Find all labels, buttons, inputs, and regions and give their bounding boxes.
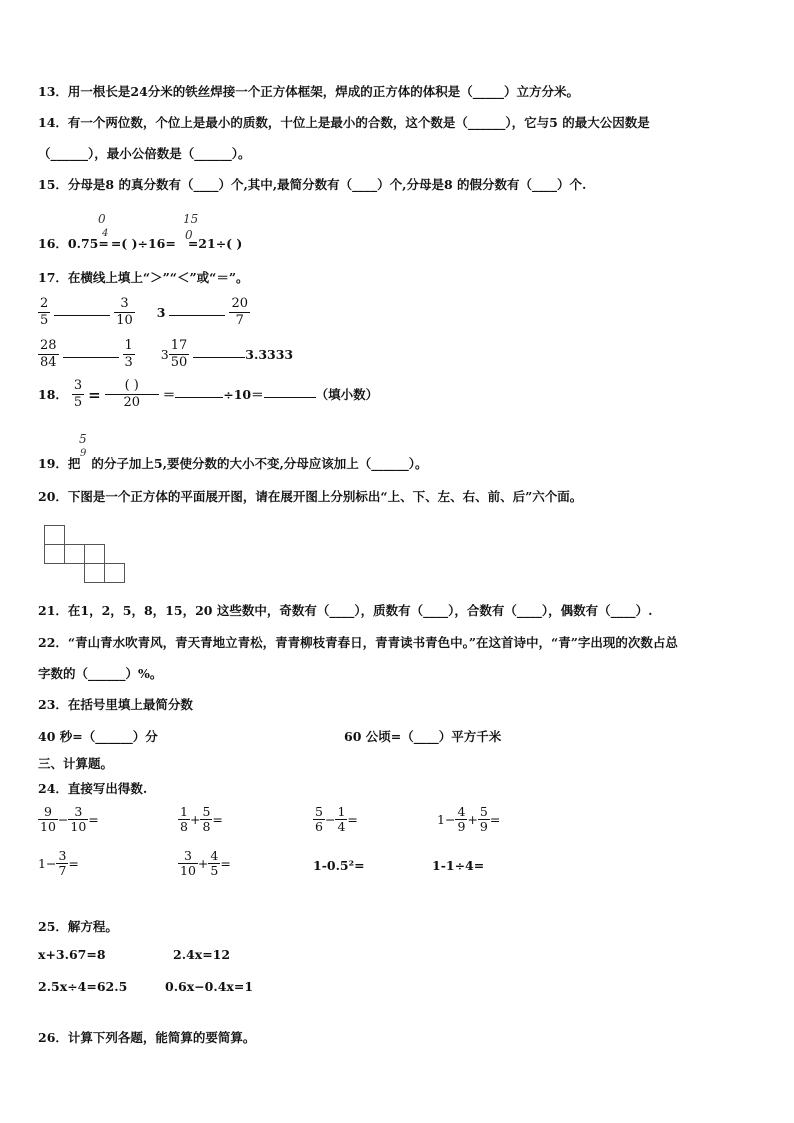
numerator: 3 [58,848,67,863]
net-face[interactable] [104,563,125,583]
equals: = [489,811,501,827]
question-22-line1: 22．“青山青水吹青风，青天青地立青松，青青柳枝青春日，青青读书青色中。”在这首诗中，“青”字出现的次数占总 [38,635,678,650]
question-16 [38,236,242,252]
denominator: 10 [40,819,56,834]
q25-eq2: 2.4x=12 [173,947,231,962]
operator: − [324,811,336,827]
answer-blank[interactable] [54,304,110,316]
operator: − [57,811,69,827]
q24-expr-4 [437,805,500,834]
numerator: 5 [315,804,323,819]
answer-blank[interactable] [63,346,119,358]
numerator: 3 [114,296,135,313]
denominator: 8 [202,819,211,834]
numerator: 28 [40,338,57,353]
numerator: 20 [231,296,248,311]
cube-net-diagram [44,525,126,585]
q25-eq1: x+3.67=8 [38,947,106,962]
denominator: 20 [123,395,140,410]
q16-frac2-bottom: 0 [185,228,193,242]
q24-expr-7: 1-0.5²= [313,858,365,873]
fraction [56,849,68,878]
operator: + [189,811,201,827]
denominator: 10 [70,819,87,834]
numerator: 3 [68,805,88,820]
q16-frac1-top: 0 [98,212,106,226]
q24-expr-6 [178,849,231,878]
answer-blank[interactable] [193,346,245,358]
answer-blank[interactable] [169,304,225,316]
q19-frac-bottom: 9 [80,448,87,459]
equals: = [347,811,358,827]
denominator: 5 [210,863,219,878]
equals: = [220,855,231,871]
q18-frac-blank-20[interactable] [105,378,159,411]
denominator: 4 [337,819,346,834]
denominator: 5 [40,313,49,328]
numerator: 5 [202,804,211,819]
q17-row2 [38,338,293,371]
q18-frac-3-5 [72,378,84,411]
q24-expr-8: 1-1÷4= [432,858,485,873]
numerator: 3 [73,378,83,393]
q19-text-b: 的分子加上5,要使分数的大小不变,分母应该加上（______）。 [91,456,428,471]
q17-frac-1-3 [123,338,135,371]
question-18 [38,378,378,411]
q17-frac-3-10 [114,296,135,329]
net-face[interactable] [44,544,65,564]
numerator: 17 [170,338,188,353]
denominator: 10 [116,313,133,328]
q23-a: 40 秒=（______）分 [38,729,158,744]
equals: = [212,811,223,827]
q17-mixed-frac [169,338,190,371]
question-20: 20．下图是一个正方体的平面展开图，请在展开图上分别标出“上、下、左、右、前、后”六个面。 [38,489,583,504]
denominator: 9 [457,819,466,834]
fraction [313,805,325,834]
q17-row1 [38,296,250,329]
denominator: 7 [58,863,67,878]
denominator: 84 [40,355,57,370]
denominator: 9 [479,819,488,834]
operator: + [197,855,209,871]
q16-prefix: 16．0.75= [38,236,109,251]
numerator: ( ) [105,378,159,395]
question-17-title: 17．在横线上填上“＞”“＜”或“＝”。 [38,270,249,285]
equals: = [68,855,79,871]
q24-expr-3 [313,805,358,834]
q25-eq3: 2.5x÷4=62.5 [38,979,128,994]
question-22-line2: 字数的（______）%。 [38,666,163,681]
numerator: 1 [180,804,188,819]
fraction [455,805,467,834]
fraction [38,805,58,834]
numerator: 3 [178,849,198,864]
q18-tail-eq: ＝ [162,386,176,402]
question-14-line1: 14．有一个两位数，个位上是最小的质数，十位上是最小的合数，这个数是（______），它与5 的最大公因数是 [38,115,650,130]
answer-blank[interactable] [175,386,223,398]
question-25-title: 25．解方程。 [38,919,118,934]
fraction [335,805,347,834]
numerator: 2 [40,296,49,311]
q23-b: 60 公顷=（____）平方千米 [344,729,502,744]
question-21: 21．在1，2，5，8，15，20 这些数中，奇数有（____），质数有（____），合数有（____），偶数有（____）. [38,603,653,618]
q16-frac2-top: 15 [183,212,199,226]
q24-expr-2 [178,805,223,834]
question-24-title: 24．直接写出得数. [38,781,148,796]
answer-blank[interactable] [264,386,316,398]
question-15: 15．分母是8 的真分数有（____）个,其中,最简分数有（____）个,分母是8 的假分数有（____）个. [38,177,587,192]
q16-mid1: =( )÷16= [110,236,176,251]
operator: + [467,811,478,827]
question-14-line2: （______），最小公倍数是（______）。 [38,146,251,161]
numerator: 1 [337,804,346,819]
q18-tail-note: （填小数） [315,386,379,402]
net-face[interactable] [44,525,65,545]
fraction [478,805,490,834]
fraction [200,805,212,834]
q18-equals: = [88,385,101,404]
equals: = [88,811,99,827]
section-3-title: 三、计算题。 [38,756,114,771]
denominator: 50 [170,355,188,370]
denominator: 6 [315,819,323,834]
net-face[interactable] [84,544,105,564]
q19-text-a: 19．把 [38,456,81,471]
q24-expr-5 [38,849,79,878]
q16-mid2: =21÷( ) [187,236,243,251]
fraction [178,805,190,834]
numerator: 4 [210,848,219,863]
fraction [178,849,198,878]
denominator: 7 [235,313,244,328]
question-19 [38,456,428,472]
q17-frac-28-84 [38,338,59,371]
numerator: 4 [457,804,466,819]
question-13: 13．用一根长是24分米的铁丝焊接一个正方体框架，焊成的正方体的体积是（_____）立方分米。 [38,84,580,99]
q17-frac-20-7 [229,296,250,329]
q19-frac-top: 5 [79,432,87,446]
denominator: 5 [73,395,83,410]
q17-mixed-whole: 3 [160,346,169,362]
denominator: 8 [180,819,188,834]
q17-frac-2-5 [38,296,50,329]
prefix: 1− [38,855,57,871]
fraction [68,805,88,834]
numerator: 5 [479,804,488,819]
question-23-title: 23．在括号里填上最简分数 [38,697,193,712]
q17-decimal: 3.3333 [245,346,294,362]
q18-tail-div: ÷10＝ [223,386,264,402]
q25-eq4: 0.6x−0.4x=1 [165,979,254,994]
net-face[interactable] [84,563,105,583]
net-face[interactable] [64,544,85,564]
numerator: 1 [124,338,133,353]
prefix: 1− [437,811,456,827]
q18-label: 18． [38,386,68,402]
q17-whole-3: 3 [156,304,166,320]
question-26: 26．计算下列各题，能简算的要简算。 [38,1030,256,1045]
fraction [208,849,220,878]
q24-expr-1 [38,805,99,834]
denominator: 10 [180,863,196,878]
denominator: 3 [124,355,133,370]
q16-frac1-bottom: 4 [102,228,109,239]
numerator: 9 [38,805,58,820]
